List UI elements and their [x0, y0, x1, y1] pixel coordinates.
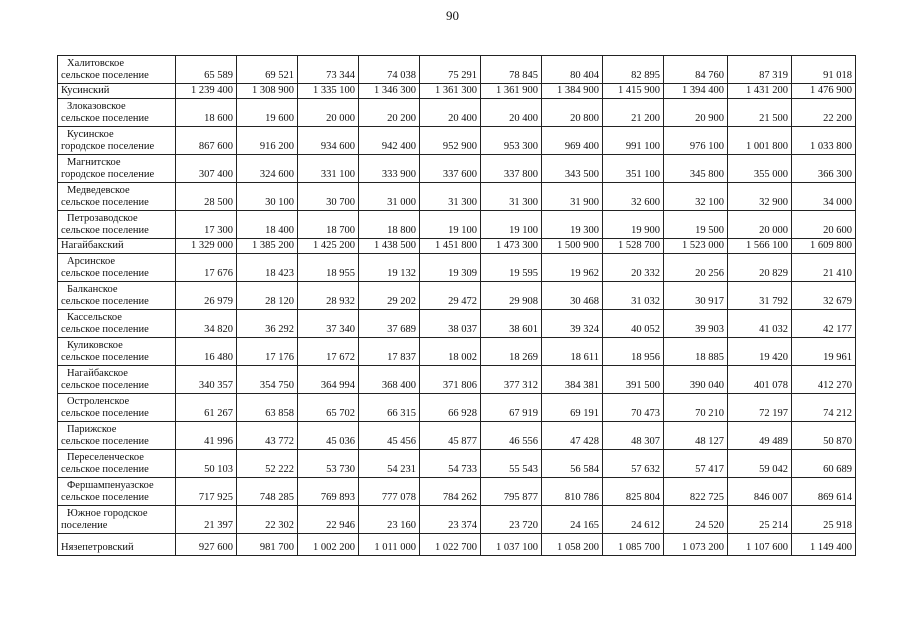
value-cell: 934 600: [298, 127, 359, 155]
value-cell: 1 476 900: [792, 84, 856, 99]
row-name-line: Переселенческое: [67, 452, 144, 463]
row-name-line: Злоказовское: [67, 101, 126, 112]
value-cell: 34 000: [792, 183, 856, 211]
table-row: [58, 282, 856, 310]
value-cell: 1 438 500: [359, 239, 420, 254]
value-cell: 17 300: [176, 211, 237, 239]
table-row: [58, 239, 856, 254]
row-name-line: Нагайбакский: [61, 240, 124, 251]
table-row: [58, 84, 856, 99]
row-name-line: сельское поселение: [61, 324, 149, 335]
value-cell: 384 381: [542, 366, 603, 394]
value-cell: 20 256: [664, 254, 728, 282]
table-row: [58, 366, 856, 394]
value-cell: 1 473 300: [481, 239, 542, 254]
value-cell: 67 919: [481, 394, 542, 422]
table-row: [58, 99, 856, 127]
value-cell: 22 200: [792, 99, 856, 127]
row-name-cell: [58, 534, 176, 556]
value-cell: 401 078: [728, 366, 792, 394]
value-cell: 1 107 600: [728, 534, 792, 556]
value-cell: 19 595: [481, 254, 542, 282]
row-name-line: Балканское: [67, 284, 118, 295]
value-cell: 1 073 200: [664, 534, 728, 556]
value-cell: 56 584: [542, 450, 603, 478]
value-cell: 45 036: [298, 422, 359, 450]
table-row: [58, 211, 856, 239]
value-cell: 391 500: [603, 366, 664, 394]
value-cell: 1 239 400: [176, 84, 237, 99]
value-cell: 991 100: [603, 127, 664, 155]
value-cell: 30 700: [298, 183, 359, 211]
row-name-cell: [58, 239, 176, 254]
value-cell: 18 600: [176, 99, 237, 127]
value-cell: 354 750: [237, 366, 298, 394]
row-name-cell: [58, 183, 176, 211]
value-cell: 869 614: [792, 478, 856, 506]
row-name-line: сельское поселение: [61, 436, 149, 447]
row-name-line: сельское поселение: [61, 464, 149, 475]
value-cell: 61 267: [176, 394, 237, 422]
value-cell: 43 772: [237, 422, 298, 450]
row-name-cell: [58, 56, 176, 84]
value-cell: 1 394 400: [664, 84, 728, 99]
value-cell: 30 468: [542, 282, 603, 310]
value-cell: 19 100: [420, 211, 481, 239]
row-name-cell: [58, 282, 176, 310]
table-row: [58, 422, 856, 450]
value-cell: 784 262: [420, 478, 481, 506]
value-cell: 30 917: [664, 282, 728, 310]
value-cell: 20 400: [481, 99, 542, 127]
value-cell: 20 900: [664, 99, 728, 127]
row-name-line: Халитовское: [67, 58, 125, 69]
table-row: [58, 127, 856, 155]
row-name-cell: [58, 394, 176, 422]
value-cell: 65 589: [176, 56, 237, 84]
value-cell: 351 100: [603, 155, 664, 183]
value-cell: 55 543: [481, 450, 542, 478]
value-cell: 74 038: [359, 56, 420, 84]
value-cell: 340 357: [176, 366, 237, 394]
row-name-line: Магнитское: [67, 157, 121, 168]
value-cell: 976 100: [664, 127, 728, 155]
value-cell: 1 033 800: [792, 127, 856, 155]
value-cell: 39 324: [542, 310, 603, 338]
value-cell: 47 428: [542, 422, 603, 450]
value-cell: 18 955: [298, 254, 359, 282]
value-cell: 1 149 400: [792, 534, 856, 556]
value-cell: 24 612: [603, 506, 664, 534]
row-name-cell: [58, 450, 176, 478]
value-cell: 1 335 100: [298, 84, 359, 99]
value-cell: 18 423: [237, 254, 298, 282]
table-row: [58, 534, 856, 556]
value-cell: 87 319: [728, 56, 792, 84]
value-cell: 21 500: [728, 99, 792, 127]
value-cell: 28 500: [176, 183, 237, 211]
row-name-line: поселение: [61, 520, 108, 531]
value-cell: 19 309: [420, 254, 481, 282]
value-cell: 50 870: [792, 422, 856, 450]
value-cell: 23 720: [481, 506, 542, 534]
value-cell: 1 329 000: [176, 239, 237, 254]
value-cell: 50 103: [176, 450, 237, 478]
value-cell: 333 900: [359, 155, 420, 183]
value-cell: 1 431 200: [728, 84, 792, 99]
value-cell: 1 500 900: [542, 239, 603, 254]
value-cell: 19 100: [481, 211, 542, 239]
value-cell: 69 191: [542, 394, 603, 422]
row-name-line: Нязепетровский: [61, 542, 134, 553]
row-name-cell: [58, 127, 176, 155]
row-name-line: Кусинское: [67, 129, 114, 140]
value-cell: 331 100: [298, 155, 359, 183]
value-cell: 19 132: [359, 254, 420, 282]
value-cell: 25 918: [792, 506, 856, 534]
value-cell: 769 893: [298, 478, 359, 506]
value-cell: 795 877: [481, 478, 542, 506]
value-cell: 377 312: [481, 366, 542, 394]
value-cell: 390 040: [664, 366, 728, 394]
value-cell: 40 052: [603, 310, 664, 338]
table-row: [58, 338, 856, 366]
row-name-line: Куликовское: [67, 340, 123, 351]
value-cell: 777 078: [359, 478, 420, 506]
value-cell: 26 979: [176, 282, 237, 310]
value-cell: 34 820: [176, 310, 237, 338]
value-cell: 16 480: [176, 338, 237, 366]
value-cell: 1 361 300: [420, 84, 481, 99]
value-cell: 46 556: [481, 422, 542, 450]
table-row: [58, 155, 856, 183]
value-cell: 24 165: [542, 506, 603, 534]
value-cell: 84 760: [664, 56, 728, 84]
value-cell: 54 733: [420, 450, 481, 478]
value-cell: 825 804: [603, 478, 664, 506]
value-cell: 822 725: [664, 478, 728, 506]
row-name-cell: [58, 99, 176, 127]
value-cell: 17 837: [359, 338, 420, 366]
row-name-line: сельское поселение: [61, 70, 149, 81]
value-cell: 21 410: [792, 254, 856, 282]
value-cell: 942 400: [359, 127, 420, 155]
value-cell: 846 007: [728, 478, 792, 506]
value-cell: 810 786: [542, 478, 603, 506]
value-cell: 24 520: [664, 506, 728, 534]
row-name-line: Петрозаводское: [67, 213, 138, 224]
table-row: [58, 506, 856, 534]
value-cell: 31 792: [728, 282, 792, 310]
value-cell: 18 002: [420, 338, 481, 366]
value-cell: 307 400: [176, 155, 237, 183]
value-cell: 32 679: [792, 282, 856, 310]
row-name-line: Южное городское: [67, 508, 148, 519]
row-name-cell: [58, 84, 176, 99]
value-cell: 31 000: [359, 183, 420, 211]
value-cell: 31 900: [542, 183, 603, 211]
data-table: [57, 55, 856, 556]
row-name-line: сельское поселение: [61, 296, 149, 307]
value-cell: 337 600: [420, 155, 481, 183]
row-name-line: Парижское: [67, 424, 117, 435]
value-cell: 75 291: [420, 56, 481, 84]
value-cell: 1 308 900: [237, 84, 298, 99]
value-cell: 30 100: [237, 183, 298, 211]
value-cell: 31 300: [481, 183, 542, 211]
value-cell: 38 037: [420, 310, 481, 338]
value-cell: 65 702: [298, 394, 359, 422]
value-cell: 32 600: [603, 183, 664, 211]
row-name-line: сельское поселение: [61, 352, 149, 363]
value-cell: 952 900: [420, 127, 481, 155]
value-cell: 48 127: [664, 422, 728, 450]
value-cell: 1 523 000: [664, 239, 728, 254]
row-name-line: городское поселение: [61, 169, 155, 180]
row-name-line: Остроленское: [67, 396, 130, 407]
value-cell: 60 689: [792, 450, 856, 478]
value-cell: 1 001 800: [728, 127, 792, 155]
value-cell: 969 400: [542, 127, 603, 155]
value-cell: 20 400: [420, 99, 481, 127]
table-row: [58, 450, 856, 478]
value-cell: 337 800: [481, 155, 542, 183]
value-cell: 366 300: [792, 155, 856, 183]
row-name-cell: [58, 338, 176, 366]
value-cell: 17 676: [176, 254, 237, 282]
value-cell: 29 202: [359, 282, 420, 310]
value-cell: 31 300: [420, 183, 481, 211]
value-cell: 29 908: [481, 282, 542, 310]
value-cell: 23 160: [359, 506, 420, 534]
value-cell: 23 374: [420, 506, 481, 534]
row-name-cell: [58, 478, 176, 506]
value-cell: 49 489: [728, 422, 792, 450]
value-cell: 19 420: [728, 338, 792, 366]
value-cell: 717 925: [176, 478, 237, 506]
value-cell: 57 417: [664, 450, 728, 478]
value-cell: 66 928: [420, 394, 481, 422]
row-name-line: Нагайбакское: [67, 368, 128, 379]
value-cell: 91 018: [792, 56, 856, 84]
value-cell: 37 689: [359, 310, 420, 338]
value-cell: 18 611: [542, 338, 603, 366]
value-cell: 18 800: [359, 211, 420, 239]
value-cell: 82 895: [603, 56, 664, 84]
value-cell: 17 672: [298, 338, 359, 366]
value-cell: 371 806: [420, 366, 481, 394]
row-name-cell: [58, 422, 176, 450]
row-name-line: сельское поселение: [61, 492, 149, 503]
value-cell: 19 962: [542, 254, 603, 282]
value-cell: 1 385 200: [237, 239, 298, 254]
value-cell: 19 600: [237, 99, 298, 127]
value-cell: 18 400: [237, 211, 298, 239]
value-cell: 59 042: [728, 450, 792, 478]
value-cell: 70 473: [603, 394, 664, 422]
value-cell: 74 212: [792, 394, 856, 422]
value-cell: 981 700: [237, 534, 298, 556]
value-cell: 748 285: [237, 478, 298, 506]
value-cell: 52 222: [237, 450, 298, 478]
value-cell: 80 404: [542, 56, 603, 84]
value-cell: 19 500: [664, 211, 728, 239]
value-cell: 343 500: [542, 155, 603, 183]
value-cell: 41 032: [728, 310, 792, 338]
value-cell: 28 932: [298, 282, 359, 310]
value-cell: 916 200: [237, 127, 298, 155]
value-cell: 22 946: [298, 506, 359, 534]
value-cell: 412 270: [792, 366, 856, 394]
value-cell: 20 000: [728, 211, 792, 239]
row-name-line: сельское поселение: [61, 408, 149, 419]
page-number: 90: [446, 8, 459, 23]
value-cell: 20 600: [792, 211, 856, 239]
value-cell: 45 877: [420, 422, 481, 450]
value-cell: 20 800: [542, 99, 603, 127]
value-cell: 19 961: [792, 338, 856, 366]
value-cell: 54 231: [359, 450, 420, 478]
value-cell: 17 176: [237, 338, 298, 366]
table-row: [58, 183, 856, 211]
value-cell: 1 037 100: [481, 534, 542, 556]
row-name-line: сельское поселение: [61, 380, 149, 391]
value-cell: 38 601: [481, 310, 542, 338]
value-cell: 1 085 700: [603, 534, 664, 556]
row-name-line: Кусинский: [61, 85, 110, 96]
value-cell: 18 700: [298, 211, 359, 239]
value-cell: 18 269: [481, 338, 542, 366]
row-name-line: Кассельское: [67, 312, 122, 323]
value-cell: 48 307: [603, 422, 664, 450]
value-cell: 73 344: [298, 56, 359, 84]
row-name-line: Арсинское: [67, 256, 115, 267]
value-cell: 66 315: [359, 394, 420, 422]
value-cell: 70 210: [664, 394, 728, 422]
value-cell: 1 002 200: [298, 534, 359, 556]
row-name-line: Фершампенуазское: [67, 480, 154, 491]
row-name-line: сельское поселение: [61, 113, 149, 124]
value-cell: 1 361 900: [481, 84, 542, 99]
row-name-cell: [58, 155, 176, 183]
value-cell: 1 566 100: [728, 239, 792, 254]
value-cell: 355 000: [728, 155, 792, 183]
value-cell: 53 730: [298, 450, 359, 478]
row-name-line: Медведевское: [67, 185, 130, 196]
row-name-line: сельское поселение: [61, 268, 149, 279]
value-cell: 1 346 300: [359, 84, 420, 99]
value-cell: 21 200: [603, 99, 664, 127]
value-cell: 324 600: [237, 155, 298, 183]
value-cell: 41 996: [176, 422, 237, 450]
value-cell: 20 829: [728, 254, 792, 282]
value-cell: 20 332: [603, 254, 664, 282]
value-cell: 31 032: [603, 282, 664, 310]
value-cell: 36 292: [237, 310, 298, 338]
row-name-cell: [58, 366, 176, 394]
value-cell: 1 451 800: [420, 239, 481, 254]
value-cell: 927 600: [176, 534, 237, 556]
value-cell: 368 400: [359, 366, 420, 394]
value-cell: 63 858: [237, 394, 298, 422]
row-name-cell: [58, 310, 176, 338]
value-cell: 364 994: [298, 366, 359, 394]
value-cell: 32 100: [664, 183, 728, 211]
value-cell: 32 900: [728, 183, 792, 211]
value-cell: 1 058 200: [542, 534, 603, 556]
value-cell: 1 415 900: [603, 84, 664, 99]
row-name-line: городское поселение: [61, 141, 155, 152]
table-row: [58, 254, 856, 282]
table-row: [58, 478, 856, 506]
value-cell: 45 456: [359, 422, 420, 450]
table-row: [58, 56, 856, 84]
row-name-cell: [58, 506, 176, 534]
value-cell: 18 956: [603, 338, 664, 366]
value-cell: 1 022 700: [420, 534, 481, 556]
table-row: [58, 394, 856, 422]
row-name-line: сельское поселение: [61, 197, 149, 208]
value-cell: 1 528 700: [603, 239, 664, 254]
value-cell: 20 000: [298, 99, 359, 127]
value-cell: 1 425 200: [298, 239, 359, 254]
value-cell: 25 214: [728, 506, 792, 534]
value-cell: 20 200: [359, 99, 420, 127]
value-cell: 72 197: [728, 394, 792, 422]
value-cell: 29 472: [420, 282, 481, 310]
value-cell: 69 521: [237, 56, 298, 84]
value-cell: 39 903: [664, 310, 728, 338]
value-cell: 42 177: [792, 310, 856, 338]
value-cell: 78 845: [481, 56, 542, 84]
value-cell: 1 609 800: [792, 239, 856, 254]
value-cell: 953 300: [481, 127, 542, 155]
row-name-cell: [58, 254, 176, 282]
value-cell: 18 885: [664, 338, 728, 366]
table-body: [58, 56, 856, 556]
value-cell: 28 120: [237, 282, 298, 310]
row-name-cell: [58, 211, 176, 239]
value-cell: 867 600: [176, 127, 237, 155]
row-name-line: сельское поселение: [61, 225, 149, 236]
value-cell: 345 800: [664, 155, 728, 183]
value-cell: 1 384 900: [542, 84, 603, 99]
value-cell: 19 300: [542, 211, 603, 239]
value-cell: 19 900: [603, 211, 664, 239]
value-cell: 21 397: [176, 506, 237, 534]
value-cell: 22 302: [237, 506, 298, 534]
table-row: [58, 310, 856, 338]
value-cell: 37 340: [298, 310, 359, 338]
value-cell: 1 011 000: [359, 534, 420, 556]
value-cell: 57 632: [603, 450, 664, 478]
